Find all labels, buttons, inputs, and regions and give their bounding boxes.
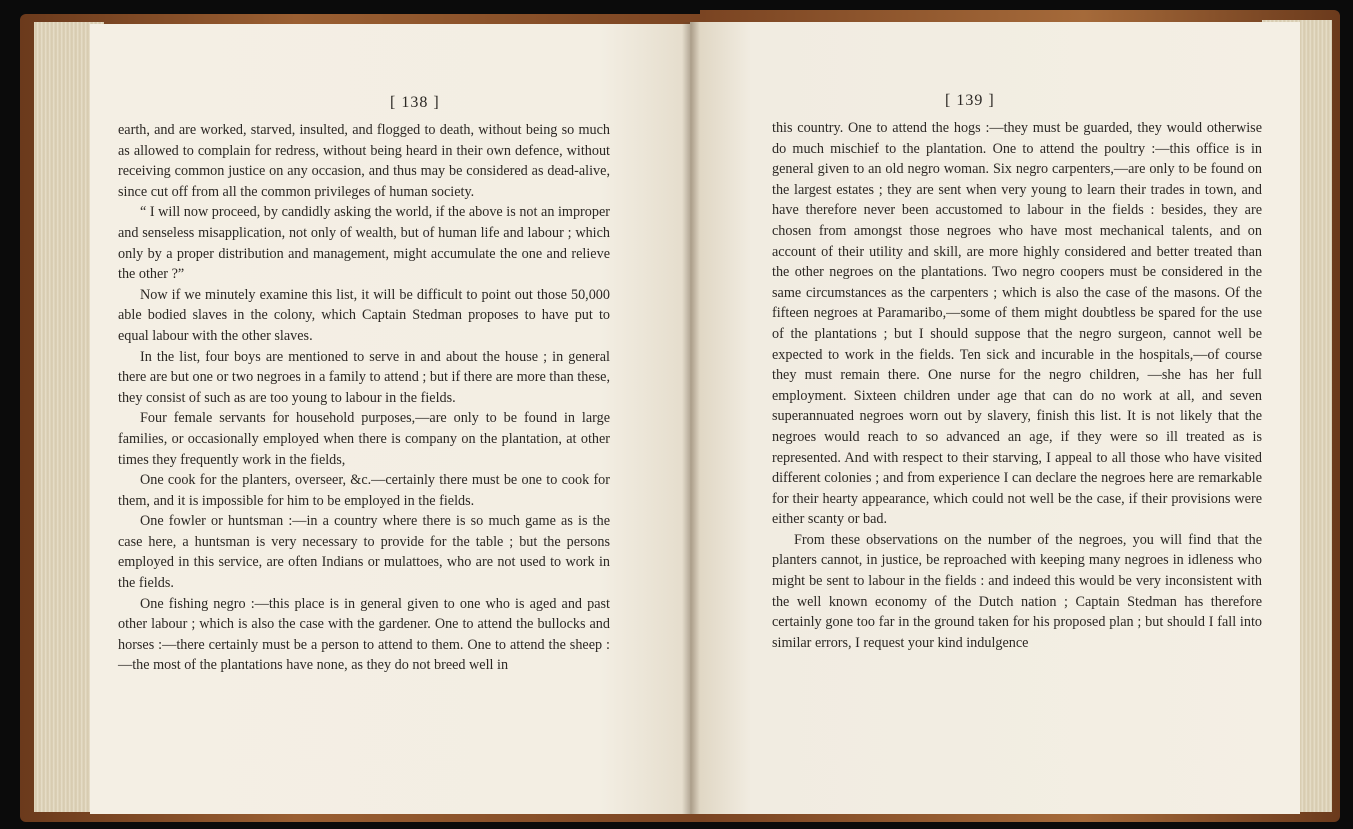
paragraph: this country. One to attend the hogs :—they must be guarded, they would otherwise do much mischief to the plantation. One to attend the poultry :—this office is in general given to an old negro woman. Six negro carpenters,—are only to be found on the largest estates ; they are sent when very young to learn their trades in town, and have therefore never been accustomed to labour in the fields : besides, they are chosen from amongst those negroes who have most mechanical talents, and on account of their utility and skill, are more highly considered and better treated than the other negroes on the plantations. Two negro coopers must be considered in the same circumstances as the carpenters ; which is also the case of the masons. Of the fifteen negroes at Paramaribo,—some of them might doubtless be spared for the use of the plantations ; but I should suppose that the negro surgeon, cannot well be expected to work in the fields. Ten sick and incurable in the hospitals,—of course they must remain there. One nurse for the negro children, —she has her full employment. Sixteen children under age that can do no work at all, and seven superannuated negroes worn out by slavery, finish this list. It is not likely that the negroes would reach to so advanced an age, if they were so ill treated as is represented. And with respect to their starving, I appeal to all those who have visited different colonies ; and from experience I can declare the negroes here are remarkable for their hearty appearance, which could not well be the case, if their provisions were either scanty or bad. — [772, 120, 1262, 528]
paragraph: One cook for the planters, overseer, &c.—certainly there must be one to cook for them, and it is impossible for him to be employed in the fields. — [118, 472, 610, 509]
right-page-text — [772, 118, 1262, 653]
paragraph: One fowler or huntsman :—in a country where there is so much game as is the case here, a huntsman is very necessary to provide for the table ; but the persons employed in this service, are often Indians or mulattoes, who are not used to work in the fields. — [118, 513, 610, 592]
left-page — [90, 24, 690, 814]
paragraph: earth, and are worked, starved, insulted, and flogged to death, without being so much as allowed to complain for redress, without being heard in their own defence, without receiving common justice on any occasion, and thus may be considered as dead-alive, since cut off from all the common privileges of human society. — [118, 122, 610, 200]
paragraph: “ I will now proceed, by candidly asking the world, if the above is not an improper and senseless misapplication, not only of wealth, but of human life and labour ; which only by a proper distribution and management, might accumulate the one and relieve the other ?” — [118, 204, 610, 283]
right-page-number: [ 139 ] — [945, 92, 995, 109]
left-page-text — [118, 120, 610, 676]
book-gutter — [682, 22, 700, 814]
paragraph: One fishing negro :—this place is in general given to one who is aged and past other labour ; which is also the case with the gardener. One to attend the bullocks and horses :—there certainly must be a person to attend to them. One to attend the sheep :—the most of the plantations have none, as they do not breed well in — [118, 595, 610, 674]
left-page-number: [ 138 ] — [390, 94, 440, 111]
paragraph: Now if we minutely examine this list, it will be difficult to point out those 50,000 able bodied slaves in the colony, which Captain Stedman proposes to have put to equal labour with the other slaves. — [118, 286, 610, 344]
paragraph: In the list, four boys are mentioned to serve in and about the house ; in general there are but one or two negroes in a family to attend ; but if there are more than these, they consist of such as are too young to labour in the fields. — [118, 348, 610, 406]
right-page — [690, 22, 1300, 814]
paragraph: From these observations on the number of the negroes, you will find that the planters cannot, in justice, be reproached with keeping many negroes in idleness who might be sent to labour in the fields : and indeed this would be very inconsistent with the well known economy of the Dutch nation ; Captain Stedman has therefore certainly gone too far in the ground taken for his proposed plan ; but should I fall into similar errors, I request your kind indulgence — [772, 531, 1262, 651]
paragraph: Four female servants for household purposes,—are only to be found in large families, or occasionally employed when there is company on the plantation, at other times they frequently work in the fields, — [118, 410, 610, 468]
